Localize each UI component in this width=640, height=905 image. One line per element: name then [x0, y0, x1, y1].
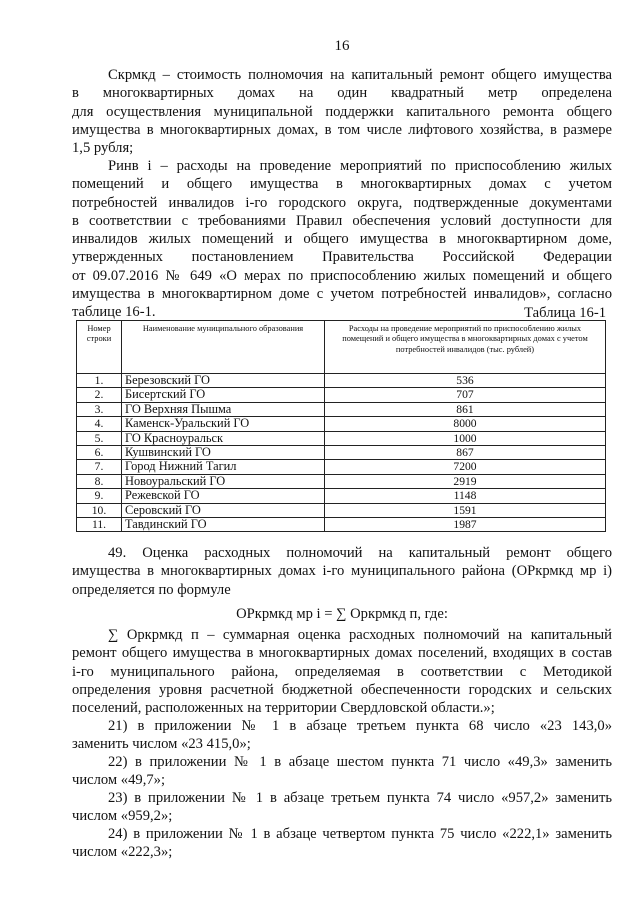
header-row-number: Номер строки: [77, 321, 122, 374]
expense-value: 2919: [325, 474, 606, 488]
table-row: [77, 518, 606, 532]
row-number: 6.: [77, 446, 122, 460]
paragraph-skrmkd: [72, 66, 612, 157]
row-number: 3.: [77, 402, 122, 416]
paragraph-21: [72, 717, 612, 754]
table-row: [77, 402, 606, 416]
row-number: 4.: [77, 417, 122, 431]
municipality-name: Бисертский ГО: [122, 388, 325, 402]
table-row: [77, 474, 606, 488]
text-line: Ринв i – расходы на проведение мероприятий по приспособлению жилых: [108, 158, 612, 174]
text-line: поселений, расположенных на территории Свердловской области.»;: [72, 700, 495, 717]
text-line: имущества в многоквартирных домах, в том числе лифтового хозяйства, в размере: [72, 121, 612, 138]
row-number: 1.: [77, 374, 122, 388]
expense-value: 1148: [325, 489, 606, 503]
text-line: инвалидов жилых помещений и общего имущества в многоквартирном доме,: [72, 231, 612, 248]
header-municipality: Наименование муниципального образования: [122, 321, 325, 374]
table-row: [77, 374, 606, 388]
text-line: ∑ Оркрмкд п – суммарная оценка расходных полномочий на капитальный: [108, 627, 612, 643]
text-line: 1,5 рубля;: [72, 140, 134, 157]
table-caption: Таблица 16-1: [524, 305, 606, 321]
row-number: 10.: [77, 503, 122, 517]
header-expenses: Расходы на проведение мероприятий по приспособлению жилых помещений и общего имущества в многоквартирных домах с учетом потребностей инвалидов (тыс. рублей): [325, 321, 606, 374]
row-number: 9.: [77, 489, 122, 503]
text-line: ремонт общего имущества в многоквартирных домах поселений, входящих в состав: [72, 645, 612, 662]
text-line: заменить числом «23 415,0»;: [72, 736, 251, 753]
paragraph-22: [72, 753, 612, 790]
table-row: [77, 460, 606, 474]
paragraph-24: [72, 825, 612, 862]
expenses-table: [76, 320, 606, 532]
expense-value: 1000: [325, 431, 606, 445]
text-line: помещений и общего имущества в многоквартирных домах с учетом: [72, 176, 612, 193]
text-line: числом «959,2»;: [72, 808, 173, 825]
expense-value: 8000: [325, 417, 606, 431]
text-line: таблице 16-1.: [72, 304, 156, 321]
table-header-row: [77, 321, 606, 374]
row-number: 8.: [77, 474, 122, 488]
text-line: 22) в приложении № 1 в абзаце шестом пункта 71 число «49,3» заменить: [108, 754, 612, 770]
text-line: Скрмкд – стоимость полномочия на капитальный ремонт общего имущества: [108, 67, 612, 83]
formula: ОРкрмкд мр i = ∑ Оркрмкд п, где:: [236, 606, 448, 622]
text-line: для осуществления муниципальной поддержки капитального ремонта общего: [72, 103, 612, 120]
table-row: [77, 431, 606, 445]
row-number: 7.: [77, 460, 122, 474]
text-line: числом «49,7»;: [72, 772, 165, 789]
expense-value: 707: [325, 388, 606, 402]
text-line: от 09.07.2016 № 649 «О мерах по приспособлению жилых помещений и общего: [72, 267, 612, 284]
row-number: 11.: [77, 518, 122, 532]
text-line: в соответствии с требованиями Правил обеспечения условий доступности для: [72, 212, 612, 229]
text-line: 23) в приложении № 1 в абзаце третьем пункта 74 число «957,2» заменить: [108, 790, 612, 806]
text-line: числом «222,3»;: [72, 844, 173, 861]
row-number: 5.: [77, 431, 122, 445]
expense-value: 867: [325, 446, 606, 460]
paragraph-49: [72, 544, 612, 599]
text-line: определения уровня расчетной бюджетной обеспеченности городских и сельских: [72, 681, 612, 698]
paragraph-rinv: [72, 157, 612, 322]
municipality-name: Режевской ГО: [122, 489, 325, 503]
page-number: 16: [334, 38, 350, 54]
text-line: i-го муниципального района, определяемая в соответствии с Методикой: [72, 663, 612, 680]
paragraph-23: [72, 789, 612, 826]
table-row: [77, 417, 606, 431]
text-line: имущества в многоквартирных домах i-го муниципального района (ОРкрмкд мр i): [72, 563, 612, 580]
municipality-name: Тавдинский ГО: [122, 518, 325, 532]
table-row: [77, 388, 606, 402]
municipality-name: Город Нижний Тагил: [122, 460, 325, 474]
text-line: в многоквартирных домах на один квадратный метр определена: [72, 85, 612, 102]
table-row: [77, 446, 606, 460]
expense-value: 1987: [325, 518, 606, 532]
expense-value: 861: [325, 402, 606, 416]
municipality-name: Кушвинский ГО: [122, 446, 325, 460]
text-line: определяется по формуле: [72, 581, 231, 598]
municipality-name: ГО Верхняя Пышма: [122, 402, 325, 416]
text-line: утвержденных постановлением Правительства Российской Федерации: [72, 249, 612, 266]
municipality-name: Новоуральский ГО: [122, 474, 325, 488]
municipality-name: Березовский ГО: [122, 374, 325, 388]
expense-value: 536: [325, 374, 606, 388]
text-line: 24) в приложении № 1 в абзаце четвертом пункта 75 число «222,1» заменить: [108, 826, 612, 842]
text-line: 21) в приложении № 1 в абзаце третьем пункта 68 число «23 143,0»: [108, 718, 612, 734]
expense-value: 1591: [325, 503, 606, 517]
table-row: [77, 503, 606, 517]
municipality-name: ГО Красноуральск: [122, 431, 325, 445]
expense-value: 7200: [325, 460, 606, 474]
municipality-name: Серовский ГО: [122, 503, 325, 517]
paragraph-sum: [72, 626, 612, 717]
table-row: [77, 489, 606, 503]
municipality-name: Каменск-Уральский ГО: [122, 417, 325, 431]
row-number: 2.: [77, 388, 122, 402]
text-line: имущества в многоквартирном доме с учетом потребностей инвалидов», согласно: [72, 286, 612, 303]
text-line: потребностей инвалидов i-го городского округа, подтвержденные документами: [72, 194, 612, 211]
text-line: 49. Оценка расходных полномочий на капитальный ремонт общего: [108, 545, 612, 561]
